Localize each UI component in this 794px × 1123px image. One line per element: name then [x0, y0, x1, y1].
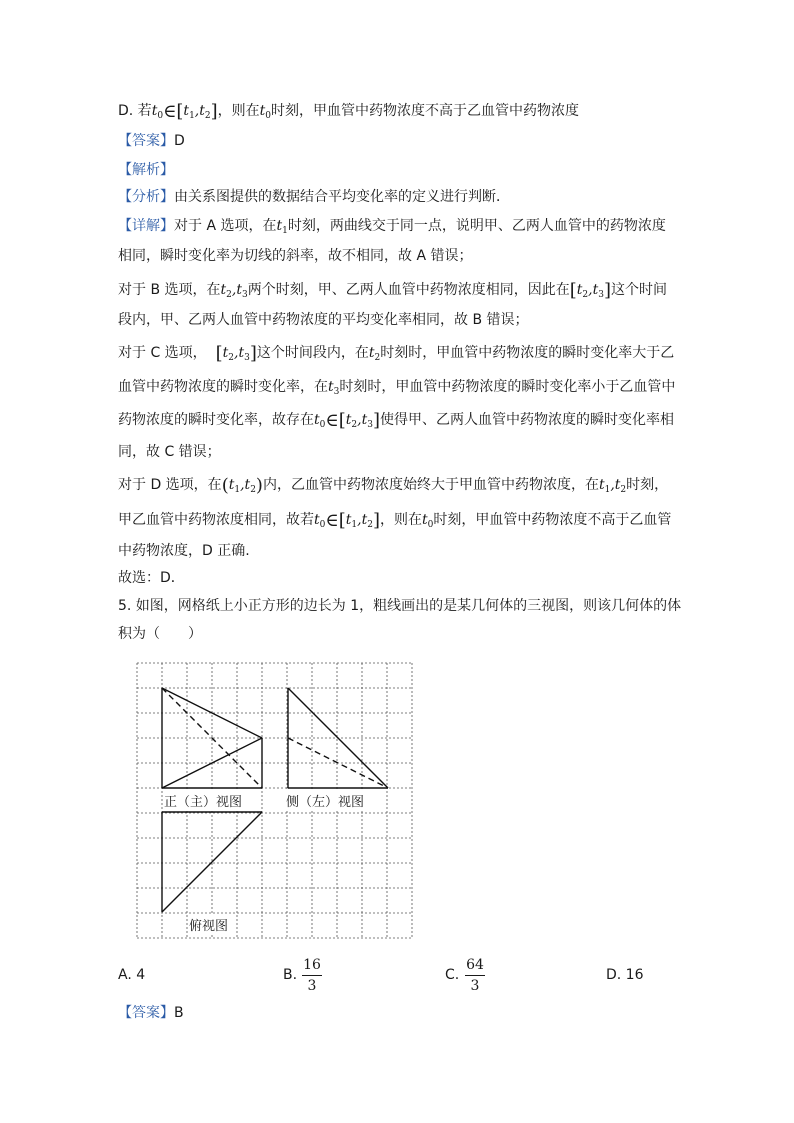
sub-0: 0	[157, 111, 164, 121]
fraction-bar	[465, 975, 485, 976]
var-t: t	[328, 379, 334, 395]
detail-text: 使得甲、乙两人血管中药物浓度的瞬时变化率相	[379, 412, 674, 428]
left-bracket: [	[338, 410, 346, 431]
detail-text: 对于 B 选项，在	[118, 282, 221, 298]
var-t: t	[236, 282, 242, 298]
comma: ,	[357, 512, 362, 528]
detail-text: 时刻，两曲线交于同一点，说明甲、乙两人血管中的药物浓度	[287, 218, 666, 234]
detail-text: 内，乙血管中药物浓度始终大于甲血管中药物浓度，在	[262, 477, 599, 493]
option-d-prefix: D. 若	[118, 103, 152, 119]
sub-2: 2	[351, 420, 358, 430]
option-d-mid: ，则在	[217, 103, 260, 119]
option-b-denominator: 3	[307, 978, 317, 994]
comma: ,	[588, 282, 593, 298]
var-t: t	[244, 477, 251, 493]
right-bracket: ]	[249, 343, 257, 364]
answer-value: D	[174, 133, 185, 149]
answer-tag: 【答案】	[118, 133, 174, 149]
sub-1: 1	[604, 485, 611, 495]
right-bracket: ]	[372, 510, 380, 531]
sub-1: 1	[189, 111, 195, 121]
front-view-label: 正（主）视图	[163, 791, 243, 810]
var-t: t	[421, 512, 428, 528]
sub-2: 2	[226, 290, 232, 300]
detail-text: 中药物浓度，D 正确.	[118, 543, 250, 559]
var-t: t	[238, 345, 245, 361]
option-b-label: B.	[283, 967, 298, 983]
var-t: t	[276, 218, 283, 234]
detail-text: 两个时刻，甲、乙两人血管中药物浓度相同，因此在	[247, 282, 570, 298]
sub-1: 1	[282, 226, 288, 236]
sub-0: 0	[265, 111, 272, 121]
answer-value: B	[174, 1005, 184, 1021]
in-symbol: ∈	[325, 510, 339, 531]
answer-line-2	[118, 1003, 184, 1023]
var-t: t	[314, 512, 320, 528]
sub-2: 2	[620, 485, 627, 495]
detail-text: ，则在	[379, 512, 422, 528]
sub-1: 1	[351, 520, 358, 530]
detail-tag: 【详解】	[118, 218, 174, 234]
detail-text: 时刻，	[626, 477, 669, 493]
option-c-fraction	[465, 956, 485, 995]
var-t: t	[222, 345, 229, 361]
detail-text: 相同，瞬时变化率为切线的斜率，故不相同，故 A 错误；	[118, 248, 473, 264]
fenxi-text: 由关系图提供的数据结合平均变化率的定义进行判断．	[174, 189, 510, 205]
detail-text: 对于 C 选项，	[118, 345, 207, 361]
right-paren: )	[255, 475, 263, 496]
sub-0: 0	[319, 520, 326, 530]
var-t: t	[220, 282, 227, 298]
analysis-tag: 【解析】	[118, 162, 174, 178]
var-t: t	[314, 412, 320, 428]
detail-text: 时刻，甲血管中药物浓度不高于乙血管	[433, 512, 672, 528]
sub-0: 0	[427, 520, 434, 530]
detail-text: 对于 A 选项，在	[174, 218, 277, 234]
detail-text: 对于 D 选项，在	[118, 477, 222, 493]
left-bracket: [	[176, 101, 184, 122]
right-bracket: ]	[603, 280, 611, 301]
comma: ,	[234, 345, 239, 361]
option-c-label: C.	[445, 967, 460, 983]
fenxi-tag: 【分析】	[118, 189, 174, 205]
comma: ,	[231, 282, 237, 298]
sub-3: 3	[598, 290, 604, 300]
detail-text: 这个时间	[610, 282, 667, 298]
option-d	[606, 965, 644, 985]
question-5-text: 积为（ ）	[118, 626, 202, 642]
var-t: t	[614, 477, 621, 493]
side-view-label: 侧（左）视图	[285, 791, 365, 810]
var-t: t	[345, 412, 352, 428]
question-5-text: 5. 如图，网格纸上小正方形的边长为 1，粗线画出的是某几何体的三视图，则该几何体的体	[118, 598, 682, 614]
var-t: t	[592, 282, 599, 298]
sub-2: 2	[374, 353, 381, 363]
option-d-rest: 时刻，甲血管中药物浓度不高于乙血管中药物浓度	[271, 103, 580, 119]
detail-text: 时刻时，甲血管中药物浓度的瞬时变化率小于乙血管中	[339, 379, 676, 395]
fraction-bar	[302, 975, 322, 976]
sub-1: 1	[234, 485, 241, 495]
option-d-label: D. 16	[606, 967, 644, 983]
left-bracket: [	[569, 280, 577, 301]
detail-text: 时刻时，甲血管中药物浓度的瞬时变化率大于乙	[380, 345, 675, 361]
var-t: t	[345, 512, 352, 528]
sub-2: 2	[228, 353, 234, 363]
answer-tag: 【答案】	[118, 1005, 174, 1021]
comma: ,	[610, 477, 615, 493]
option-c-numerator: 64	[466, 957, 484, 973]
option-a	[118, 965, 145, 985]
left-bracket: [	[215, 343, 223, 364]
var-t: t	[259, 103, 266, 119]
sub-3: 3	[333, 387, 340, 397]
option-b-fraction	[302, 956, 322, 995]
in-symbol: ∈	[163, 101, 177, 122]
comma: ,	[194, 103, 200, 119]
top-view-label: 俯视图	[188, 915, 229, 934]
var-t: t	[151, 103, 158, 119]
detail-text: 同，故 C 错误；	[118, 444, 221, 460]
detail-text: 段内，甲、乙两人血管中药物浓度的平均变化率相同，故 B 错误；	[118, 312, 529, 328]
option-c	[445, 965, 459, 985]
sub-2: 2	[367, 520, 373, 530]
detail-text: 药物浓度的瞬时变化率，故存在	[118, 412, 314, 428]
var-t: t	[361, 512, 368, 528]
var-t: t	[183, 103, 190, 119]
right-bracket: ]	[210, 101, 218, 122]
sub-2: 2	[582, 290, 589, 300]
var-t: t	[228, 477, 235, 493]
var-t: t	[199, 103, 205, 119]
var-t: t	[598, 477, 605, 493]
var-t: t	[368, 345, 375, 361]
option-b	[283, 965, 297, 985]
sub-3: 3	[241, 290, 248, 300]
detail-text: 这个时间段内，在	[256, 345, 369, 361]
in-symbol: ∈	[325, 410, 339, 431]
detail-text: 血管中药物浓度的瞬时变化率，在	[118, 379, 328, 395]
option-c-denominator: 3	[470, 978, 480, 994]
comma: ,	[240, 477, 245, 493]
detail-text: 甲乙血管中药物浓度相同，故若	[118, 512, 314, 528]
left-bracket: [	[338, 510, 346, 531]
sub-0: 0	[319, 420, 326, 430]
choose-text: 故选：D．	[118, 570, 185, 586]
option-b-numerator: 16	[303, 957, 321, 973]
left-paren: (	[221, 475, 229, 496]
sub-2: 2	[250, 485, 256, 495]
var-t: t	[361, 412, 368, 428]
option-a-label: A. 4	[118, 967, 146, 983]
var-t: t	[576, 282, 583, 298]
sub-3: 3	[367, 420, 373, 430]
right-bracket: ]	[372, 410, 380, 431]
comma: ,	[357, 412, 362, 428]
sub-2: 2	[204, 111, 211, 121]
sub-3: 3	[244, 353, 250, 363]
